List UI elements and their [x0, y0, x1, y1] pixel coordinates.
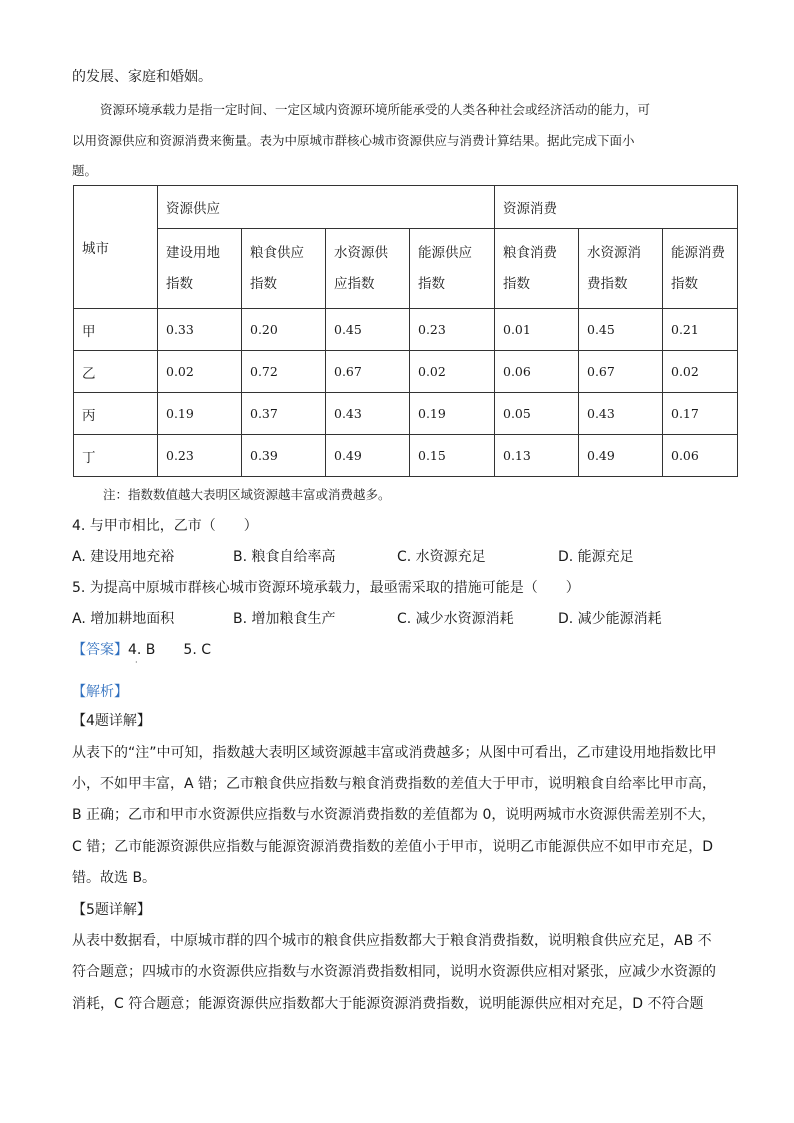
city-header: 城市	[74, 186, 158, 309]
value-cell: 0.06	[663, 435, 738, 477]
detail-4-line: B 正确；乙市和甲市水资源供应指数与水资源消费指数的差值都为 0，说明两城市水资源供需差别不大，	[72, 807, 716, 823]
intro-line-2: 以用资源供应和资源消费来衡量。表为中原城市群核心城市资源供应与消费计算结果。据此完成下面小	[72, 133, 635, 148]
detail-5-line: 符合题意；四城市的水资源供应指数与水资源消费指数相同，说明水资源供应相对紧张，应减少水资源的	[72, 964, 716, 980]
detail-4-line: C 错；乙市能源资源供应指数与能源资源消费指数的差值小于甲市，说明乙市能源供应不如甲市充足，D	[72, 839, 714, 855]
value-cell: 0.45	[579, 309, 663, 351]
value-cell: 0.02	[663, 351, 738, 393]
value-cell: 0.06	[495, 351, 579, 393]
continued-text: 的发展、家庭和婚姻。	[72, 69, 212, 85]
value-cell: 0.72	[242, 351, 326, 393]
value-cell: 0.19	[410, 393, 495, 435]
value-cell: 0.19	[158, 393, 242, 435]
value-cell: 0.21	[663, 309, 738, 351]
consume-group-header: 资源消费	[495, 186, 738, 229]
q4-option-c: C. 水资源充足	[397, 549, 486, 565]
value-cell: 0.13	[495, 435, 579, 477]
table-row	[74, 309, 738, 351]
value-cell: 0.43	[579, 393, 663, 435]
intro-line-3: 题。	[72, 163, 98, 178]
value-cell: 0.49	[326, 435, 410, 477]
answer-text: 4. B 5. C	[128, 642, 211, 658]
q4-option-a: A. 建设用地充裕	[72, 549, 175, 565]
q5-option-a: A. 增加耕地面积	[72, 611, 175, 627]
detail-4-line: 从表下的“注”中可知，指数越大表明区域资源越丰富或消费越多；从图中可看出，乙市建设用地指数比甲	[72, 745, 717, 761]
city-cell: 乙	[74, 351, 158, 393]
table-row	[74, 435, 738, 477]
value-cell: 0.23	[158, 435, 242, 477]
column-header-row	[74, 229, 738, 309]
value-cell: 0.23	[410, 309, 495, 351]
city-cell: 丙	[74, 393, 158, 435]
stray-dot: ·	[135, 658, 138, 667]
table-row	[74, 393, 738, 435]
value-cell: 0.20	[242, 309, 326, 351]
value-cell: 0.49	[579, 435, 663, 477]
value-cell: 0.39	[242, 435, 326, 477]
detail-5-line: 从表中数据看，中原城市群的四个城市的粮食供应指数都大于粮食消费指数，说明粮食供应充足，AB 不	[72, 933, 712, 949]
value-cell: 0.17	[663, 393, 738, 435]
value-cell: 0.02	[410, 351, 495, 393]
column-header: 水资源消 费指数	[579, 229, 663, 309]
value-cell: 0.33	[158, 309, 242, 351]
value-cell: 0.45	[326, 309, 410, 351]
value-cell: 0.15	[410, 435, 495, 477]
detail-5-label: 【5题详解】	[72, 902, 151, 918]
resource-table	[73, 185, 738, 477]
q5-option-c: C. 减少水资源消耗	[397, 611, 514, 627]
detail-4-line: 错。故选 B。	[72, 870, 157, 886]
q5-option-d: D. 减少能源消耗	[558, 611, 662, 627]
column-header: 能源供应 指数	[410, 229, 495, 309]
city-cell: 甲	[74, 309, 158, 351]
question-4-stem: 4. 与甲市相比，乙市（ ）	[72, 518, 258, 534]
value-cell: 0.01	[495, 309, 579, 351]
column-header: 建设用地 指数	[158, 229, 242, 309]
table-note: 注：指数数值越大表明区域资源越丰富或消费越多。	[103, 487, 391, 502]
column-header: 粮食供应 指数	[242, 229, 326, 309]
value-cell: 0.02	[158, 351, 242, 393]
answer-label: 【答案】	[72, 642, 128, 658]
detail-4-line: 小，不如甲丰富，A 错；乙市粮食供应指数与粮食消费指数的差值大于甲市，说明粮食自给率比甲市高，	[72, 776, 717, 792]
supply-group-header: 资源供应	[158, 186, 495, 229]
analysis-label: 【解析】	[72, 684, 128, 700]
detail-5-line: 消耗，C 符合题意；能源资源供应指数都大于能源资源消费指数，说明能源供应相对充足，D 不符合题	[72, 996, 704, 1012]
value-cell: 0.37	[242, 393, 326, 435]
table-row	[74, 351, 738, 393]
q4-option-d: D. 能源充足	[558, 549, 634, 565]
question-5-stem: 5. 为提高中原城市群核心城市资源环境承载力，最亟需采取的措施可能是（ ）	[72, 580, 580, 596]
column-header: 水资源供 应指数	[326, 229, 410, 309]
q4-option-b: B. 粮食自给率高	[233, 549, 336, 565]
city-cell: 丁	[74, 435, 158, 477]
column-header: 能源消费 指数	[663, 229, 738, 309]
value-cell: 0.43	[326, 393, 410, 435]
value-cell: 0.67	[326, 351, 410, 393]
value-cell: 0.67	[579, 351, 663, 393]
detail-4-label: 【4题详解】	[72, 713, 151, 729]
answer-line	[72, 639, 211, 659]
value-cell: 0.05	[495, 393, 579, 435]
q5-option-b: B. 增加粮食生产	[233, 611, 336, 627]
column-header: 粮食消费 指数	[495, 229, 579, 309]
intro-line-1: 资源环境承载力是指一定时间、一定区域内资源环境所能承受的人类各种社会或经济活动的能力，可	[100, 102, 651, 117]
